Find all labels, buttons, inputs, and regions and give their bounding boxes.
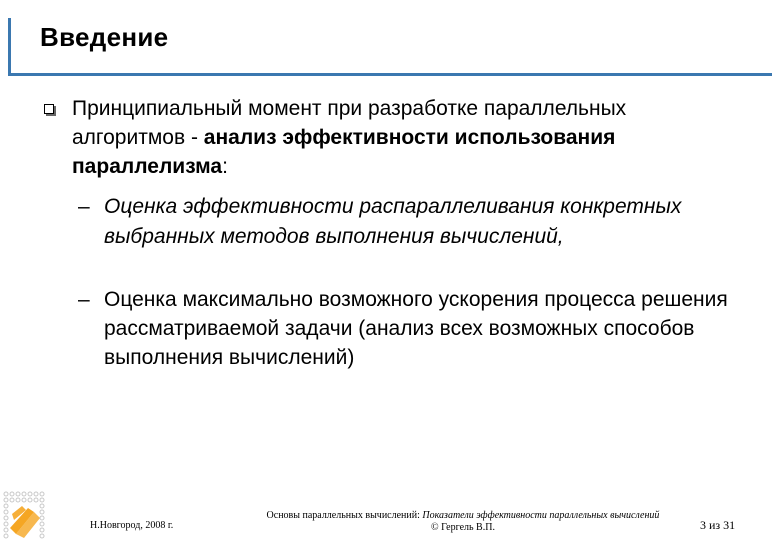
footer-course-topic: Показатели эффективности параллельных вычислений: [422, 510, 660, 521]
page-number: 3 из 31: [700, 518, 736, 532]
square-bullet-icon: [44, 104, 54, 114]
footer-author: © Гергель В.П.: [431, 522, 495, 533]
footer-course-prefix: Основы параллельных вычислений:: [266, 510, 423, 521]
bullet-text-bold: анализ эффективности использования параллелизма: [72, 126, 616, 178]
footer-location: Н.Новгород, 2008 г.: [90, 520, 174, 531]
bullet-text-part1: Принципиальный момент при разработке параллельных алгоритмов -: [72, 97, 627, 149]
sub-item-2: Оценка максимально возможного ускорения процесса решения рассматриваемой задачи (анализ всех возможных способов выполнения вычислений): [104, 288, 728, 369]
slide-title: Введение: [40, 22, 169, 52]
main-bullet-text: [72, 94, 732, 181]
sub-item-dash: –: [78, 288, 90, 311]
footer-course: [258, 510, 668, 534]
bullet-text-part2: :: [222, 155, 228, 178]
sub-item-1: Оценка эффективности распараллеливания конкретных выбранных методов выполнения вычислений,: [104, 195, 682, 248]
sub-item-dash: –: [78, 195, 90, 218]
university-logo-icon: [0, 488, 50, 540]
